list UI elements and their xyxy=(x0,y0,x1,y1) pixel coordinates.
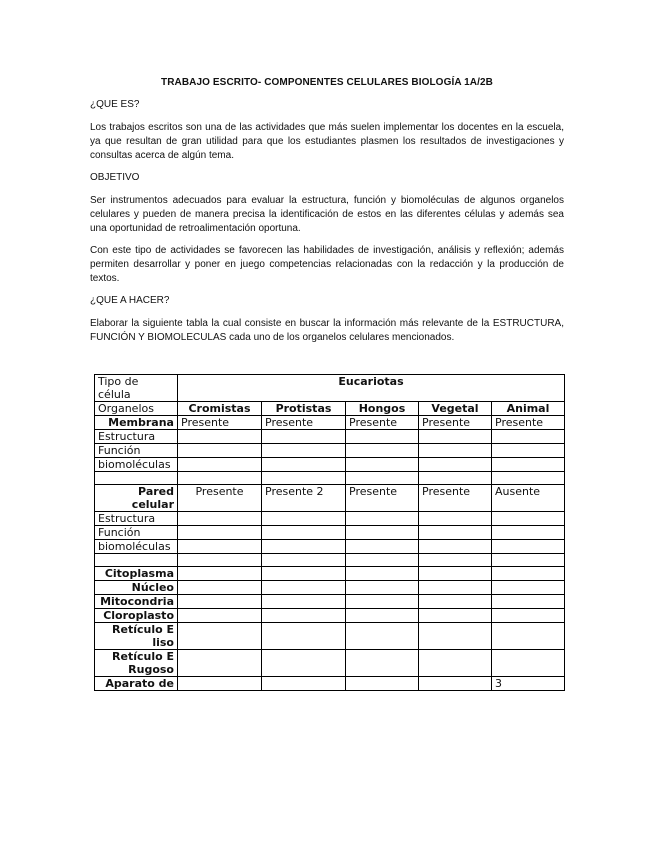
column-header-hongos: Hongos xyxy=(346,402,419,416)
table-cell xyxy=(178,677,262,691)
table-cell xyxy=(178,430,262,444)
document-title: TRABAJO ESCRITO- COMPONENTES CELULARES BIOLOGÍA 1A/2B xyxy=(161,77,493,88)
table-row xyxy=(95,567,565,581)
eucariotas-header: Eucariotas xyxy=(178,375,565,402)
table-row xyxy=(95,581,565,595)
section-text-objetivo: Ser instrumentos adecuados para evaluar la estructura, función y biomoléculas de algunos organelos celulares y pueden de manera precisa la identificación de estos en las diferentes células y además sea una oportunidad de retroalimentación oportuna. xyxy=(90,195,564,234)
cell-type-label: Tipo de célula xyxy=(95,375,178,402)
column-header-protistas: Protistas xyxy=(262,402,346,416)
table-cell xyxy=(492,540,565,554)
table-columns-row xyxy=(95,402,565,416)
table-cell xyxy=(178,650,262,677)
organelle-label-membrana: Membrana xyxy=(95,416,178,430)
table-row xyxy=(95,526,565,540)
section-heading-objetivo: OBJETIVO xyxy=(90,172,140,183)
table-cell xyxy=(419,458,492,472)
table-row xyxy=(95,554,565,567)
table-cell xyxy=(419,512,492,526)
table-cell xyxy=(346,567,419,581)
table-cell xyxy=(262,472,346,485)
table-cell xyxy=(346,609,419,623)
table-cell xyxy=(346,526,419,540)
table-row xyxy=(95,650,565,677)
table-cell xyxy=(419,444,492,458)
organelles-table xyxy=(94,374,565,691)
table-cell: Ausente xyxy=(492,485,565,512)
table-cell xyxy=(178,581,262,595)
section-text-objetivo-2: Con este tipo de actividades se favorecen las habilidades de investigación, análisis y reflexión; además permiten desarrollar y poner en juego competencias relacionadas con la redacción y la producción de textos. xyxy=(90,245,564,284)
table-row xyxy=(95,512,565,526)
table-cell xyxy=(419,581,492,595)
table-cell xyxy=(346,623,419,650)
table-cell xyxy=(262,623,346,650)
table-cell: Presente xyxy=(178,485,262,512)
table-cell xyxy=(492,595,565,609)
table-cell xyxy=(419,567,492,581)
table-cell xyxy=(492,554,565,567)
table-cell: 3 xyxy=(492,677,565,691)
table-row xyxy=(95,677,565,691)
table-cell xyxy=(178,554,262,567)
section-text-que-es: Los trabajos escritos son una de las actividades que más suelen implementar los docentes en la escuela, ya que resultan de gran utilidad para que los estudiantes plasmen los resultados de investigaciones y consultas acerca de algún tema. xyxy=(90,122,564,161)
section-heading-que-es: ¿QUE ES? xyxy=(90,99,140,110)
table-cell xyxy=(492,430,565,444)
organelle-label-reticulo-rugoso: Retículo E Rugoso xyxy=(95,650,178,677)
section-heading-que-hacer: ¿QUE A HACER? xyxy=(90,295,170,306)
table-cell xyxy=(419,430,492,444)
table-cell: Presente xyxy=(419,416,492,430)
table-cell xyxy=(419,472,492,485)
table-cell xyxy=(419,526,492,540)
table-cell xyxy=(346,458,419,472)
table-row xyxy=(95,416,565,430)
table-cell xyxy=(346,650,419,677)
table-cell xyxy=(95,554,178,567)
table-cell xyxy=(419,677,492,691)
table-cell xyxy=(492,581,565,595)
table-cell xyxy=(178,609,262,623)
table-cell xyxy=(492,472,565,485)
table-cell xyxy=(419,595,492,609)
table-cell xyxy=(178,540,262,554)
organelos-label: Organelos xyxy=(95,402,178,416)
table-cell xyxy=(178,472,262,485)
column-header-vegetal: Vegetal xyxy=(419,402,492,416)
table-cell xyxy=(178,526,262,540)
table-cell xyxy=(262,567,346,581)
table-cell xyxy=(419,650,492,677)
table-cell xyxy=(262,430,346,444)
section-text-que-hacer: Elaborar la siguiente tabla la cual consiste en buscar la información más relevante de la ESTRUCTURA, FUNCIÓN Y BIOMOLECULAS cada uno de los organelos celulares mencionados. xyxy=(90,318,564,343)
table-cell xyxy=(346,540,419,554)
table-cell xyxy=(419,540,492,554)
sub-row-label: Estructura xyxy=(95,512,178,526)
table-cell xyxy=(346,581,419,595)
sub-row-label: biomoléculas xyxy=(95,458,178,472)
table-cell xyxy=(492,609,565,623)
table-cell xyxy=(178,567,262,581)
table-cell: Presente 2 xyxy=(262,485,346,512)
table-cell xyxy=(492,623,565,650)
table-cell: Presente xyxy=(262,416,346,430)
table-cell xyxy=(95,472,178,485)
table-row xyxy=(95,595,565,609)
table-row xyxy=(95,623,565,650)
table-cell xyxy=(492,458,565,472)
table-cell xyxy=(262,526,346,540)
table-row xyxy=(95,485,565,512)
table-cell xyxy=(346,512,419,526)
organelle-label-mitocondria: Mitocondria xyxy=(95,595,178,609)
table-cell xyxy=(492,526,565,540)
table-cell xyxy=(262,677,346,691)
table-cell xyxy=(346,430,419,444)
table-row xyxy=(95,472,565,485)
table-cell xyxy=(262,540,346,554)
table-cell xyxy=(262,609,346,623)
table-cell xyxy=(178,595,262,609)
table-row xyxy=(95,444,565,458)
table-cell xyxy=(178,623,262,650)
sub-row-label: Función xyxy=(95,526,178,540)
table-cell xyxy=(492,650,565,677)
table-cell xyxy=(262,512,346,526)
organelle-label-citoplasma: Citoplasma xyxy=(95,567,178,581)
table-cell xyxy=(346,444,419,458)
column-header-animal: Animal xyxy=(492,402,565,416)
table-cell xyxy=(262,581,346,595)
organelle-label-reticulo-liso: Retículo E liso xyxy=(95,623,178,650)
table-row xyxy=(95,609,565,623)
table-row xyxy=(95,430,565,444)
table-cell xyxy=(346,472,419,485)
sub-row-label: biomoléculas xyxy=(95,540,178,554)
table-row xyxy=(95,540,565,554)
sub-row-label: Función xyxy=(95,444,178,458)
table-cell: Presente xyxy=(178,416,262,430)
table-cell xyxy=(492,512,565,526)
table-cell xyxy=(262,554,346,567)
table-cell xyxy=(346,595,419,609)
organelle-label-pared: Pared celular xyxy=(95,485,178,512)
organelle-label-aparato: Aparato de xyxy=(95,677,178,691)
table-cell xyxy=(419,623,492,650)
column-header-cromistas: Cromistas xyxy=(178,402,262,416)
table-cell xyxy=(262,444,346,458)
table-cell xyxy=(346,554,419,567)
table-cell: Presente xyxy=(492,416,565,430)
table-cell xyxy=(178,458,262,472)
organelle-label-nucleo: Núcleo xyxy=(95,581,178,595)
table-cell xyxy=(419,554,492,567)
table-cell xyxy=(178,444,262,458)
table-cell xyxy=(492,567,565,581)
table-cell: Presente xyxy=(346,485,419,512)
organelle-label-cloroplasto: Cloroplasto xyxy=(95,609,178,623)
table-cell xyxy=(262,650,346,677)
sub-row-label: Estructura xyxy=(95,430,178,444)
table-cell xyxy=(346,677,419,691)
table-cell: Presente xyxy=(419,485,492,512)
table-cell: Presente xyxy=(346,416,419,430)
table-cell xyxy=(178,512,262,526)
table-cell xyxy=(262,458,346,472)
table-header-row xyxy=(95,375,565,402)
table-row xyxy=(95,458,565,472)
table-cell xyxy=(492,444,565,458)
table-cell xyxy=(262,595,346,609)
table-cell xyxy=(419,609,492,623)
